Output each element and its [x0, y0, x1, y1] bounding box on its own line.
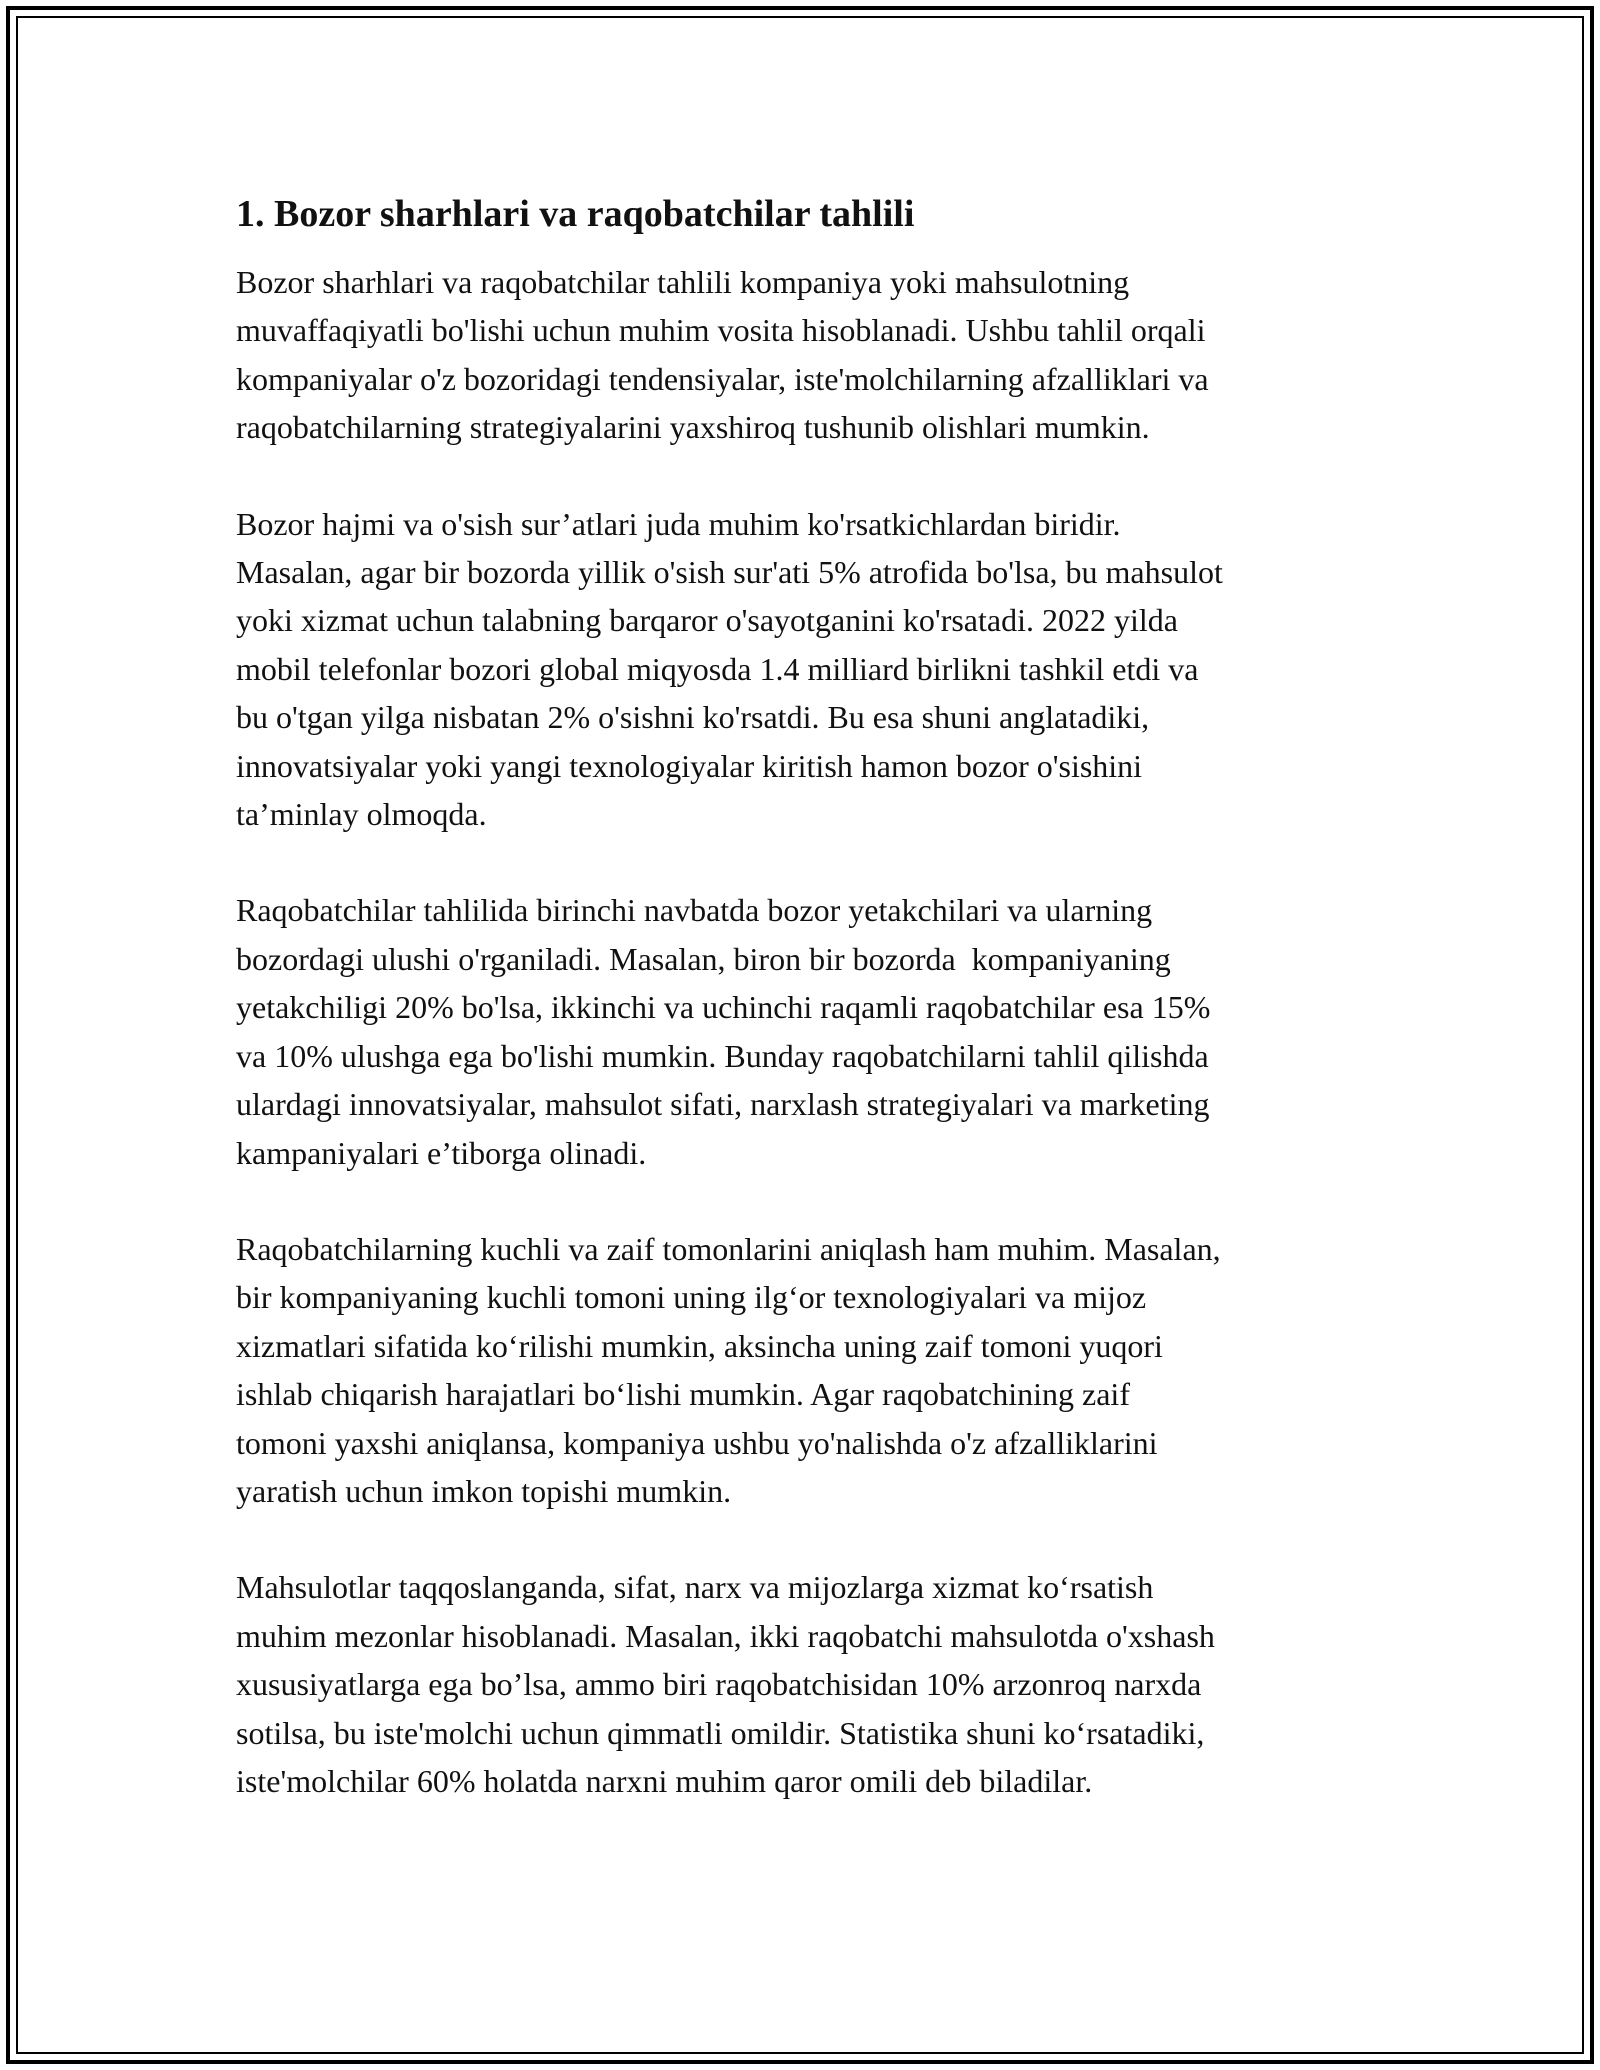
text-line: sotilsa, bu iste'molchi uchun qimmatli omildir. Statistika shuni ko‘rsatadiki, [236, 1714, 1205, 1751]
text-line: yoki xizmat uchun talabning barqaror o'sayotganini ko'rsatadi. 2022 yilda [236, 602, 1178, 639]
paragraph-intro [236, 258, 1396, 452]
text-line: yaratish uchun imkon topishi mumkin. [236, 1472, 732, 1509]
text-line: yetakchiligi 20% bo'lsa, ikkinchi va uchinchi raqamli raqobatchilar esa 15% [236, 989, 1211, 1026]
text-line: bir kompaniyaning kuchli tomoni uning ilg‘or texnologiyalari va mijoz [236, 1279, 1147, 1316]
paragraph-strengths-weaknesses [236, 1225, 1396, 1515]
paragraph-market-growth [236, 500, 1396, 839]
text-line: ishlab chiqarish harajatlari bo‘lishi mumkin. Agar raqobatchining zaif [236, 1376, 1130, 1413]
text-line: muvaffaqiyatli bo'lishi uchun muhim vosita hisoblanadi. Ushbu tahlil orqali [236, 312, 1206, 349]
text-line: kompaniyalar o'z bozoridagi tendensiyalar, iste'molchilarning afzalliklari va [236, 360, 1209, 397]
text-line: innovatsiyalar yoki yangi texnologiyalar kiritish hamon bozor o'sishini [236, 747, 1143, 784]
section-heading: 1. Bozor sharhlari va raqobatchilar tahlili [236, 193, 915, 235]
text-line: xizmatlari sifatida ko‘rilishi mumkin, aksincha uning zaif tomoni yuqori [236, 1327, 1163, 1364]
text-line: bu o'tgan yilga nisbatan 2% o'sishni ko'rsatdi. Bu esa shuni anglatadiki, [236, 699, 1150, 736]
text-line: iste'molchilar 60% holatda narxni muhim qaror omili deb biladilar. [236, 1762, 1093, 1799]
text-line: Bozor hajmi va o'sish sur’atlari juda muhim ko'rsatkichlardan biridir. [236, 505, 1121, 542]
text-line: va 10% ulushga ega bo'lishi mumkin. Bunday raqobatchilarni tahlil qilishda [236, 1037, 1209, 1074]
text-line: mobil telefonlar bozori global miqyosda 1.4 milliard birlikni tashkil etdi va [236, 650, 1199, 687]
text-line: Masalan, agar bir bozorda yillik o'sish sur'ati 5% atrofida bo'lsa, bu mahsulot [236, 554, 1223, 591]
text-line: ulardagi innovatsiyalar, mahsulot sifati, narxlash strategiyalari va marketing [236, 1086, 1210, 1123]
document-body [236, 188, 1396, 1853]
paragraph-product-comparison [236, 1563, 1396, 1805]
paragraph-competitor-share [236, 886, 1396, 1176]
text-line: ta’minlay olmoqda. [236, 796, 487, 833]
text-line: Raqobatchilar tahlilida birinchi navbatda bozor yetakchilari va ularning [236, 892, 1153, 929]
text-line: xususiyatlarga ega bo’lsa, ammo biri raqobatchisidan 10% arzonroq narxda [236, 1666, 1202, 1703]
text-line: raqobatchilarning strategiyalarini yaxshiroq tushunib olishlari mumkin. [236, 409, 1150, 446]
text-line: muhim mezonlar hisoblanadi. Masalan, ikki raqobatchi mahsulotda o'xshash [236, 1617, 1215, 1654]
text-line: tomoni yaxshi aniqlansa, kompaniya ushbu yo'nalishda o'z afzalliklarini [236, 1424, 1158, 1461]
text-line: bozordagi ulushi o'rganiladi. Masalan, biron bir bozorda kompaniyaning [236, 940, 1171, 977]
text-line: kampaniyalari e’tiborga olinadi. [236, 1134, 647, 1171]
text-line: Bozor sharhlari va raqobatchilar tahlili kompaniya yoki mahsulotning [236, 264, 1130, 300]
text-line: Mahsulotlar taqqoslanganda, sifat, narx va mijozlarga xizmat ko‘rsatish [236, 1569, 1154, 1606]
text-line: Raqobatchilarning kuchli va zaif tomonlarini aniqlash ham muhim. Masalan, [236, 1230, 1221, 1267]
